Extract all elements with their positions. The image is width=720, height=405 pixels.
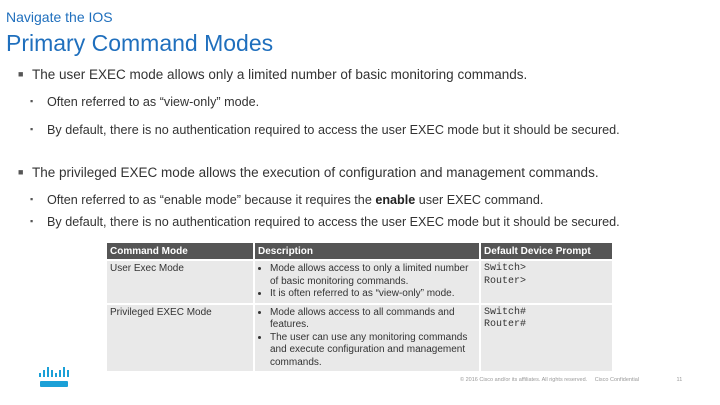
table-header-row (107, 243, 613, 260)
prompt-cell: Switch> Router> (480, 260, 613, 304)
column-header-mode: Command Mode (107, 243, 254, 260)
column-header-description: Description (254, 243, 480, 260)
prompt-cell: Switch# Router# (480, 304, 613, 372)
page-title: Primary Command Modes (6, 30, 274, 56)
sub-bullet-view-only: ▪ Often referred to as “view-only” mode. (30, 95, 260, 109)
bullet-priv-exec: ■ The privileged EXEC mode allows the execution of configuration and management commands. (18, 165, 599, 180)
sub-bullet-priv-auth: ▪ By default, there is no authentication required to access the user EXEC mode but it should be secured. (30, 215, 620, 229)
dot-bullet-icon: ▪ (30, 124, 34, 134)
cisco-logo (38, 367, 70, 389)
footer (460, 377, 688, 383)
page-number: 11 (676, 377, 683, 383)
column-header-prompt: Default Device Prompt (480, 243, 613, 260)
dot-bullet-icon: ▪ (30, 216, 34, 226)
sub-bullet-enable-mode: ▪ Often referred to as “enable mode” because it requires the enable user EXEC command. (30, 193, 544, 207)
table-row (107, 304, 613, 372)
dot-bullet-icon: ▪ (30, 194, 34, 204)
description-cell: • Mode allows access to all commands and features. • The user can use any monitoring commands and execute configuration and management commands. (254, 304, 480, 372)
enable-keyword: enable (375, 193, 416, 207)
sub-bullet-user-auth: ▪ By default, there is no authentication required to access the user EXEC mode but it should be secured. (30, 123, 620, 137)
classification-text: Cisco Confidential (594, 377, 640, 383)
section-kicker: Navigate the IOS (6, 9, 113, 25)
description-cell: • Mode allows access to only a limited number of basic monitoring commands. • It is often referred to as “view-only” mode. (254, 260, 480, 304)
bullet-user-exec: ■ The user EXEC mode allows only a limited number of basic monitoring commands. (18, 67, 528, 82)
copyright-text: © 2016 Cisco and/or its affiliates. All rights reserved. (460, 377, 588, 383)
square-bullet-icon: ■ (18, 167, 24, 177)
mode-cell: User Exec Mode (107, 260, 254, 304)
table-row (107, 260, 613, 304)
mode-cell: Privileged EXEC Mode (107, 304, 254, 372)
square-bullet-icon: ■ (18, 69, 24, 79)
bullet-list (18, 67, 718, 235)
command-mode-table (107, 243, 614, 371)
dot-bullet-icon: ▪ (30, 96, 34, 106)
